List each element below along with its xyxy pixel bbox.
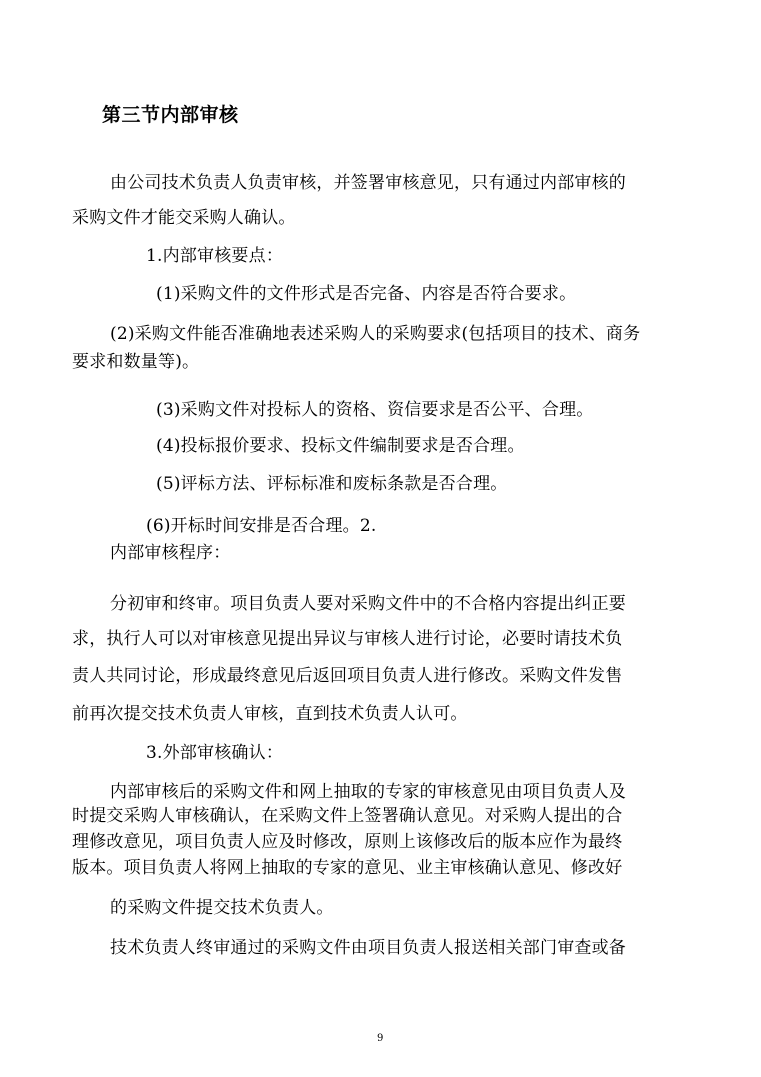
list-item: (4)投标报价要求、投标文件编制要求是否合理。 (156, 436, 525, 456)
paragraph-line: 前再次提交技术负责人审核，直到技术负责人认可。 (72, 704, 468, 724)
section-heading: 第三节内部审核 (102, 104, 239, 126)
paragraph-line: 的采购文件提交技术负责人。 (110, 898, 334, 918)
paragraph-line: 分初审和终审。项目负责人要对采购文件中的不合格内容提出纠正要 (110, 594, 626, 614)
paragraph-line: 要求和数量等)。 (72, 352, 200, 372)
list-heading: 3.外部审核确认： (146, 743, 284, 763)
paragraph-line: 责人共同讨论，形成最终意见后返回项目负责人进行修改。采购文件发售 (72, 666, 623, 686)
list-heading: 1.内部审核要点： (146, 246, 284, 266)
list-item: (5)评标方法、评标标准和废标条款是否合理。 (156, 474, 508, 494)
list-item: (3)采购文件对投标人的资格、资信要求是否公平、合理。 (156, 400, 594, 420)
paragraph-line: 求，执行人可以对审核意见提出异议与审核人进行讨论，必要时请技术负 (72, 629, 623, 649)
paragraph-line: 内部审核后的采购文件和网上抽取的专家的审核意见由项目负责人及 (110, 782, 626, 802)
page-number: 9 (377, 1033, 384, 1044)
paragraph-line: 采购文件才能交采购人确认。 (72, 208, 296, 228)
paragraph-line: 由公司技术负责人负责审核，并签署审核意见，只有通过内部审核的 (110, 173, 626, 193)
list-item: (1)采购文件的文件形式是否完备、内容是否符合要求。 (156, 284, 577, 304)
paragraph-line: 技术负责人终审通过的采购文件由项目负责人报送相关部门审查或备 (110, 938, 626, 958)
list-heading: 内部审核程序： (110, 543, 231, 563)
paragraph-line: 时提交采购人审核确认，在采购文件上签署确认意见。对采购人提出的合 (72, 806, 623, 826)
paragraph-line: 理修改意见，项目负责人应及时修改，原则上该修改后的版本应作为最终 (72, 832, 623, 852)
paragraph-line: 版本。项目负责人将网上抽取的专家的意见、业主审核确认意见、修改好 (72, 858, 623, 878)
list-item: (6)开标时间安排是否合理。2. (146, 516, 377, 536)
list-item: (2)采购文件能否准确地表述采购人的采购要求(包括项目的技术、商务 (110, 324, 641, 344)
